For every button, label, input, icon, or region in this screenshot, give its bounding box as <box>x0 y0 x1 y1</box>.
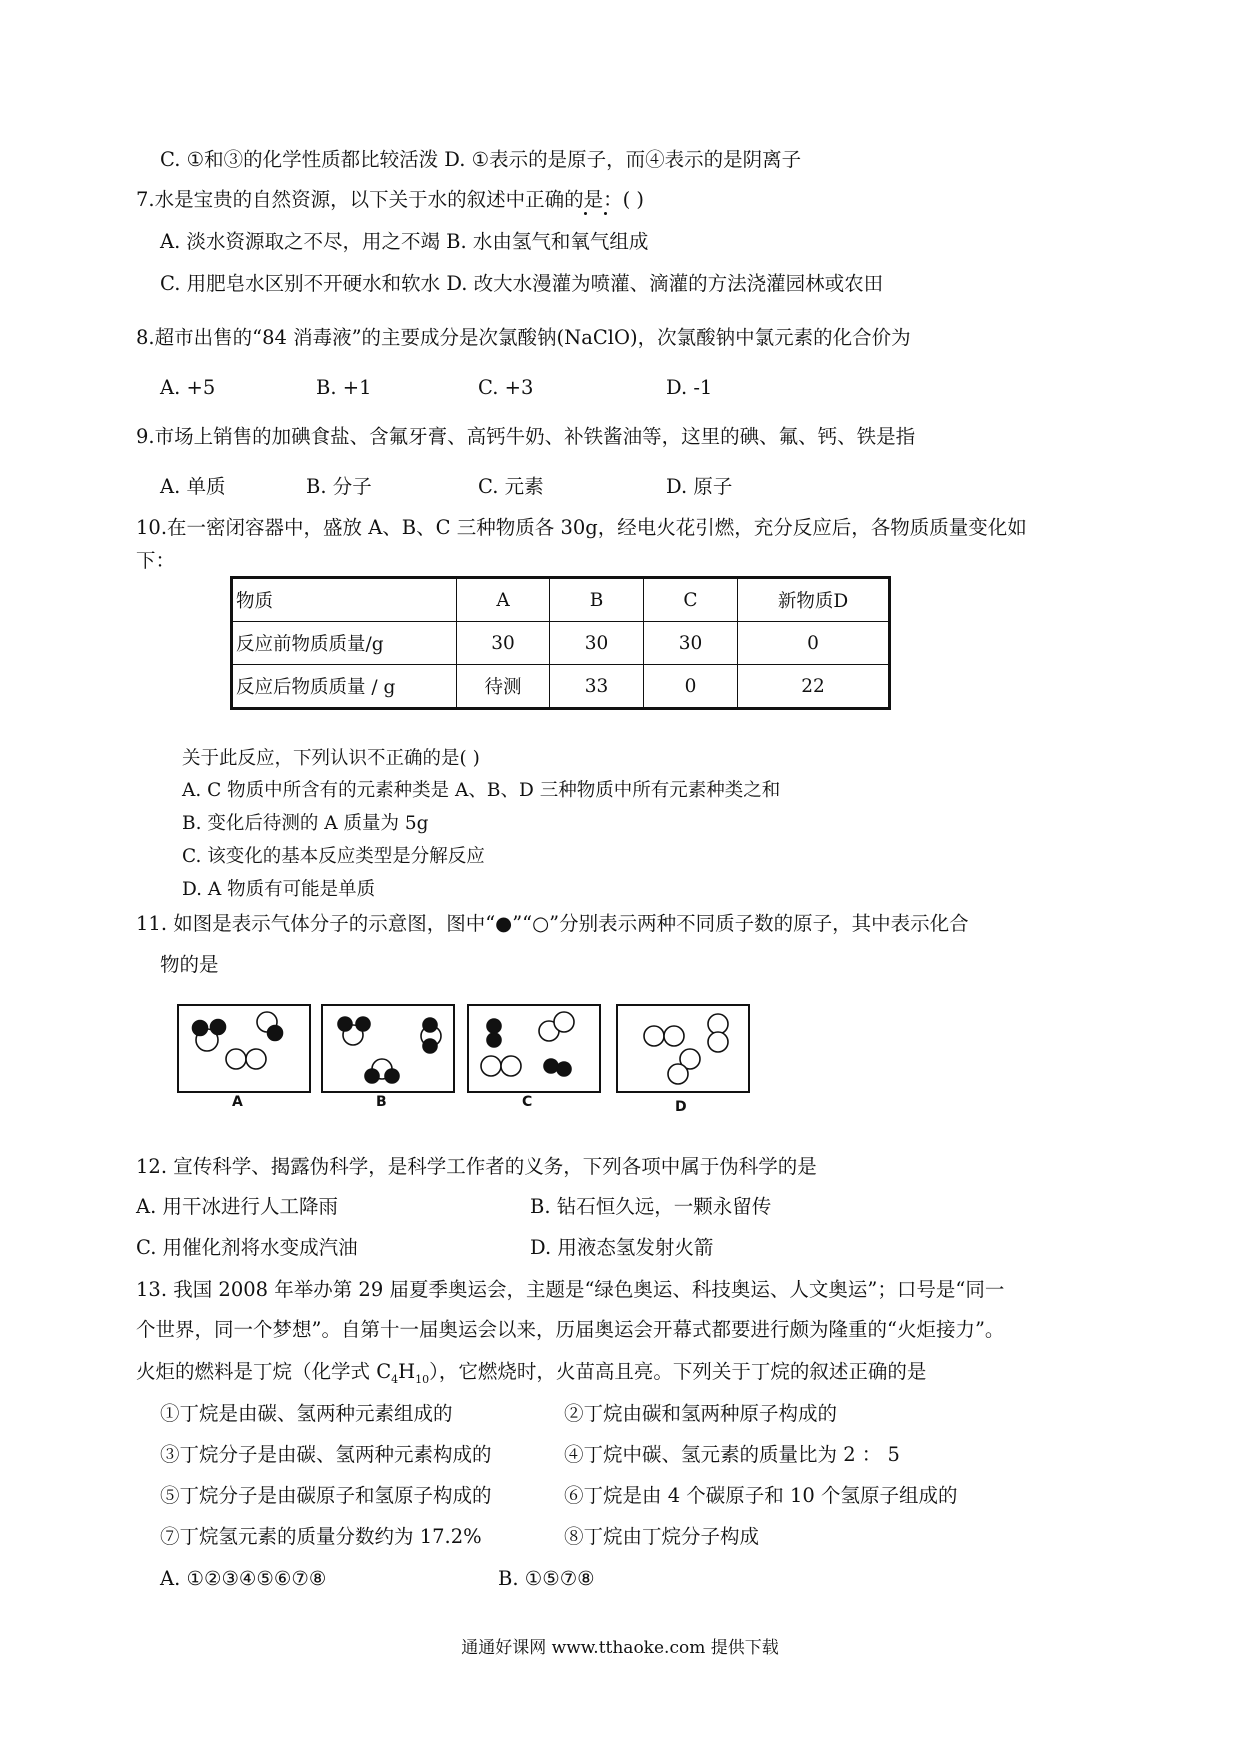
molecule-diagram-d <box>616 1004 750 1093</box>
q9-option-d: D. 原子 <box>666 475 733 498</box>
q13-stem-line3 <box>136 1362 926 1385</box>
q13-statement-1: ①丁烷是由碳、氢两种元素组成的 <box>160 1402 453 1425</box>
q7-options-ab: A. 淡水资源取之不尽，用之不竭 B. 水由氢气和氧气组成 <box>160 230 649 253</box>
q8-option-d: D. -1 <box>666 376 713 399</box>
table-cell: 待测 <box>457 665 550 709</box>
q10-stem-line2: 下： <box>136 549 176 572</box>
q11-stem-line1: 11. 如图是表示气体分子的示意图，图中“●”“○”分别表示两种不同质子数的原子，其中表示化合 <box>136 912 969 935</box>
q13-statement-2: ②丁烷由碳和氢两种原子构成的 <box>564 1402 838 1425</box>
q12-stem: 12. 宣传科学、揭露伪科学，是科学工作者的义务，下列各项中属于伪科学的是 <box>136 1155 817 1178</box>
table-cell: 0 <box>644 665 738 709</box>
table-cell: 33 <box>550 665 644 709</box>
emphasis-dot <box>604 212 607 215</box>
table-cell: 反应后物质质量 / g <box>232 665 457 709</box>
q13-text: 火炬的燃料是丁烷（化学式 C <box>136 1360 392 1383</box>
molecule-c-graphic <box>469 1006 599 1091</box>
q10-question: 关于此反应，下列认识不正确的是( ) <box>182 748 480 769</box>
table-row <box>232 622 890 665</box>
table-header-row <box>232 578 890 622</box>
table-header-cell: B <box>550 578 644 622</box>
diagram-label-d: D <box>675 1099 687 1115</box>
table-header-cell: C <box>644 578 738 622</box>
molecule-a-graphic <box>179 1006 309 1091</box>
q13-statement-6: ⑥丁烷是由 4 个碳原子和 10 个氢原子组成的 <box>564 1484 958 1507</box>
table-cell: 反应前物质质量/g <box>232 622 457 665</box>
q12-option-b: B. 钻石恒久远，一颗永留传 <box>530 1195 772 1218</box>
subscript: 10 <box>415 1372 430 1386</box>
q9-option-a: A. 单质 <box>160 475 226 498</box>
q9-option-b: B. 分子 <box>306 475 372 498</box>
q6-options-cd: C. ①和③的化学性质都比较活泼 D. ①表示的是原子，而④表示的是阴离子 <box>160 148 802 171</box>
mass-change-table <box>230 576 891 710</box>
molecule-diagram-c <box>467 1004 601 1093</box>
q9-option-c: C. 元素 <box>478 475 544 498</box>
q13-statement-7: ⑦丁烷氢元素的质量分数约为 17.2% <box>160 1525 482 1548</box>
q13-stem-line2: 个世界，同一个梦想”。自第十一届奥运会以来，历届奥运会开幕式都要进行颇为隆重的“火炬接力”。 <box>136 1318 1005 1341</box>
table-header-cell: A <box>457 578 550 622</box>
table-row <box>232 665 890 709</box>
q12-option-a: A. 用干冰进行人工降雨 <box>136 1195 338 1218</box>
molecule-diagram-a <box>177 1004 311 1093</box>
table-header-cell: 新物质D <box>738 578 890 622</box>
q9-stem: 9.市场上销售的加碘食盐、含氟牙膏、高钙牛奶、补铁酱油等，这里的碘、氟、钙、铁是指 <box>136 425 916 448</box>
table-cell: 22 <box>738 665 890 709</box>
q11-stem-line2: 物的是 <box>160 953 219 976</box>
molecule-diagram-b <box>321 1004 455 1093</box>
q13-stem-line1: 13. 我国 2008 年举办第 29 届夏季奥运会，主题是“绿色奥运、科技奥运、人文奥运”；口号是“同一 <box>136 1278 1005 1301</box>
diagram-label-b: B <box>376 1094 387 1110</box>
q13-statement-4: ④丁烷中碳、氢元素的质量比为 2 ： 5 <box>564 1443 900 1466</box>
q10-option-b: B. 变化后待测的 A 质量为 5g <box>182 813 429 834</box>
molecule-d-graphic <box>618 1006 748 1091</box>
q12-option-d: D. 用液态氢发射火箭 <box>530 1236 714 1259</box>
q8-stem: 8.超市出售的“84 消毒液”的主要成分是次氯酸钠(NaClO)，次氯酸钠中氯元素的化合价为 <box>136 326 911 349</box>
table-cell: 0 <box>738 622 890 665</box>
q8-option-c: C. +3 <box>478 376 534 399</box>
q13-text: H <box>398 1360 416 1383</box>
diagram-label-a: A <box>232 1094 243 1110</box>
table-cell: 30 <box>550 622 644 665</box>
molecule-b-graphic <box>323 1006 453 1091</box>
q10-stem-line1: 10.在一密闭容器中，盛放 A、B、C 三种物质各 30g，经电火花引燃，充分反应后，各物质质量变化如 <box>136 516 1027 539</box>
q7-options-cd: C. 用肥皂水区别不开硬水和软水 D. 改大水漫灌为喷灌、滴灌的方法浇灌园林或农田 <box>160 272 884 295</box>
q10-option-c: C. 该变化的基本反应类型是分解反应 <box>182 846 485 867</box>
q10-option-d: D. A 物质有可能是单质 <box>182 879 376 900</box>
diagram-label-c: C <box>522 1094 533 1110</box>
q13-statement-3: ③丁烷分子是由碳、氢两种元素构成的 <box>160 1443 492 1466</box>
q13-statement-5: ⑤丁烷分子是由碳原子和氢原子构成的 <box>160 1484 492 1507</box>
q12-option-c: C. 用催化剂将水变成汽油 <box>136 1236 358 1259</box>
subscript: 4 <box>391 1372 399 1386</box>
q8-option-b: B. +1 <box>316 376 372 399</box>
q8-option-a: A. +5 <box>160 376 216 399</box>
q13-option-b: B. ①⑤⑦⑧ <box>498 1567 595 1590</box>
q13-option-a: A. ①②③④⑤⑥⑦⑧ <box>160 1567 327 1590</box>
q13-statement-8: ⑧丁烷由丁烷分子构成 <box>564 1525 760 1548</box>
page-footer: 通通好课网 www.tthaoke.com 提供下载 <box>461 1638 779 1658</box>
table-header-cell: 物质 <box>232 578 457 622</box>
table-cell: 30 <box>457 622 550 665</box>
q10-option-a: A. C 物质中所含有的元素种类是 A、B、D 三种物质中所有元素种类之和 <box>182 780 781 801</box>
q7-stem: 7.水是宝贵的自然资源，以下关于水的叙述中正确的是：( ) <box>136 188 645 211</box>
q13-text: ），它燃烧时，火苗高且亮。下列关于丁烷的叙述正确的是 <box>429 1360 927 1383</box>
emphasis-dot <box>584 212 587 215</box>
table-cell: 30 <box>644 622 738 665</box>
